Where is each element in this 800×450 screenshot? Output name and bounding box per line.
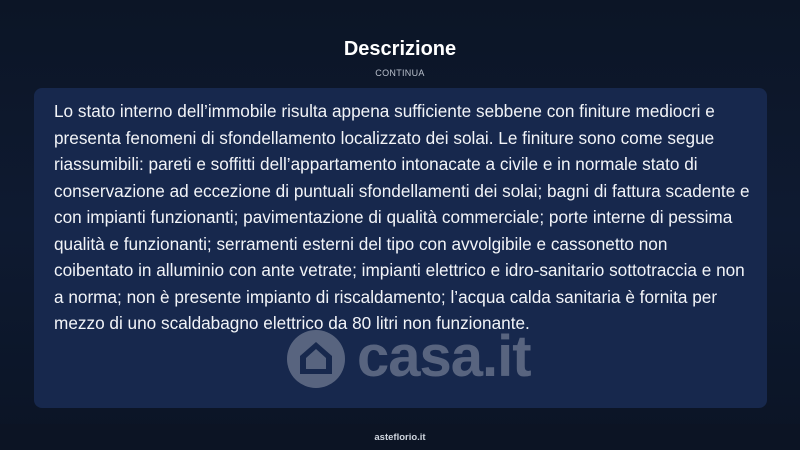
description-card bbox=[34, 88, 767, 408]
watermark-text: casa.it bbox=[357, 324, 531, 389]
footer-source: asteflorio.it bbox=[374, 432, 426, 443]
footer-bar bbox=[0, 424, 800, 450]
continua-link[interactable]: CONTINUA bbox=[375, 68, 425, 78]
section-title: Descrizione bbox=[343, 38, 457, 60]
casa-it-logo-icon bbox=[285, 328, 347, 390]
description-text: Lo stato interno dell’immobile risulta appena sufficiente sebbene con finiture mediocri e presenta fenomeni di sfondellamento localizzato dei solai. Le finiture sono come segue riassumibili: pareti e soffitti dell’appartamento intonacate a civile e in normale stato di conservazione ad eccezione di puntuali sfondellamenti dei solai; bagni di fattura scadente e con impianti funzionanti; pavimentazione di qualità commerciale; porte interne di pessima qualità e funzionanti; serramenti esterni del tipo con avvolgibile e cassonetto non coibentato in alluminio con ante vetrate; impianti elettrico e idro-sanitario sottotraccia e non a norma; non è presente impianto di riscaldamento; l’acqua calda sanitaria è fornita per mezzo di uno scaldabagno elettrico da 80 litri non funzionante. bbox=[54, 101, 750, 333]
